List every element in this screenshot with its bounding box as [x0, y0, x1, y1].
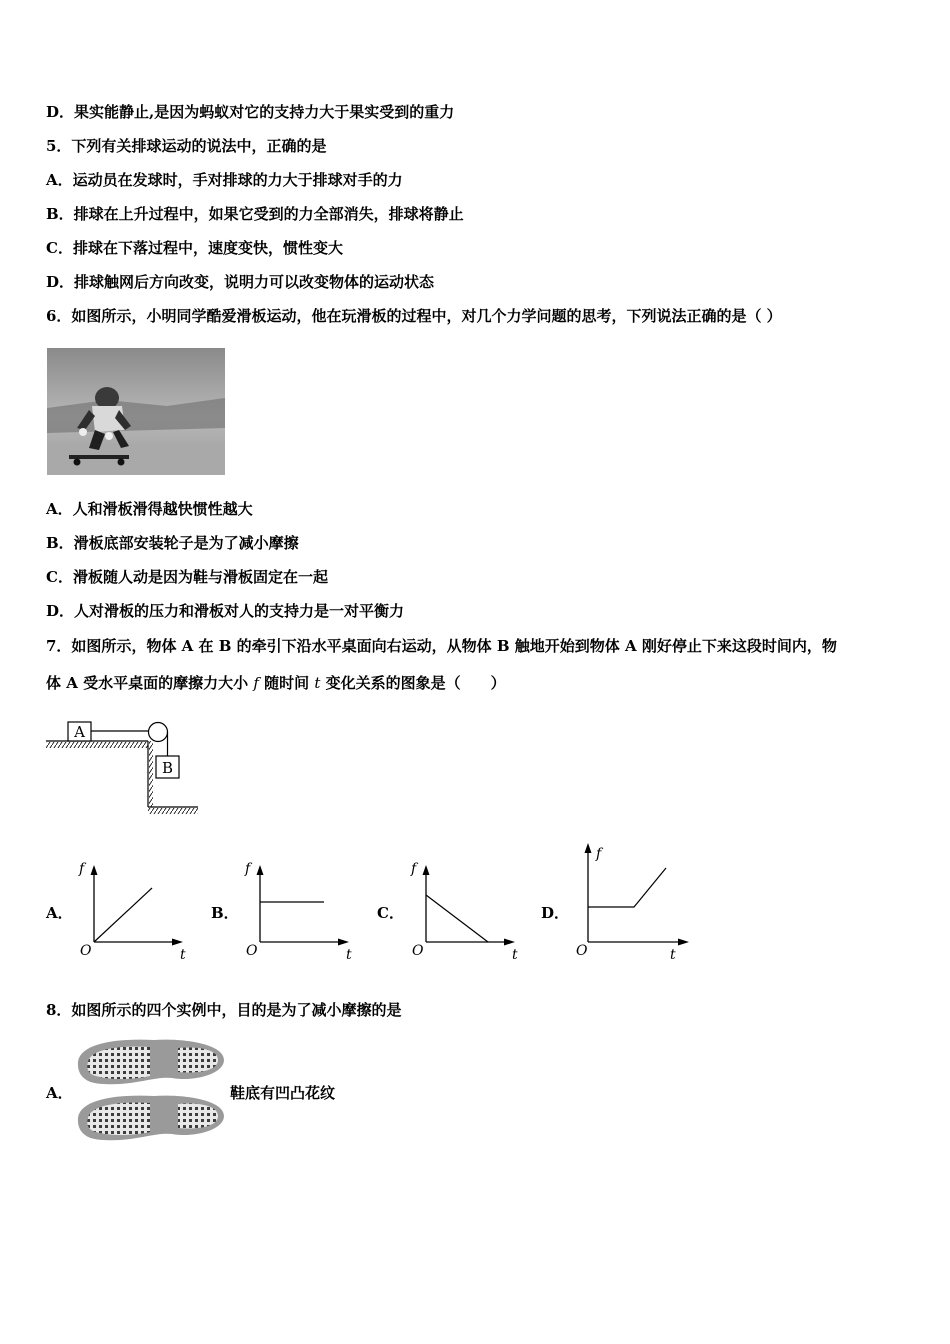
q5-option-d: D．排球触网后方向改变，说明力可以改变物体的运动状态 [46, 273, 435, 291]
q5-option-a: A．运动员在发球时，手对排球的力大于排球对手的力 [46, 171, 403, 189]
skateboarder-photo [47, 348, 225, 475]
graph-b-axis-t: t [346, 947, 352, 963]
graph-c-line [426, 895, 488, 942]
q5-option-b: B．排球在上升过程中，如果它受到的力全部消失，排球将静止 [46, 205, 464, 223]
graph-d-label: D． [541, 904, 570, 922]
graph-a-line [94, 888, 152, 942]
graph-a-axis-f: f [79, 861, 85, 877]
graph-d-line [588, 868, 666, 907]
q6-option-a: A．人和滑板滑得越快惯性越大 [46, 500, 253, 518]
q8-stem: 8．如图所示的四个实例中，目的是为了减小摩擦的是 [46, 1001, 402, 1019]
q6-option-c: C．滑板随人动是因为鞋与滑板固定在一起 [46, 568, 328, 586]
graph-d [568, 838, 698, 965]
q5-stem: 5．下列有关排球运动的说法中，正确的是 [46, 137, 327, 155]
block-a-label: A [74, 723, 85, 741]
graph-d-origin: O [576, 943, 588, 959]
q8-option-a-label: A． [46, 1084, 73, 1102]
block-b-label: B [161, 759, 174, 777]
q5-option-c: C．排球在下落过程中，速度变快，惯性变大 [46, 239, 343, 257]
graph-d-axis-f: f [596, 846, 602, 862]
graph-a-origin: O [80, 943, 92, 959]
graph-b-axis-f: f [245, 861, 251, 877]
graph-b-origin: O [246, 943, 258, 959]
graph-a-label: A． [46, 904, 73, 922]
graph-c-axis-f: f [411, 861, 417, 877]
graph-c-origin: O [412, 943, 424, 959]
graph-c-axis-t: t [512, 947, 518, 963]
shoe-sole-photo [74, 1034, 228, 1146]
graph-a [72, 855, 192, 965]
graph-a-axis-t: t [180, 947, 186, 963]
graph-d-axis-t: t [670, 947, 676, 963]
q8-option-a-caption: 鞋底有凹凸花纹 [230, 1084, 336, 1102]
graph-b [238, 855, 358, 965]
q6-stem: 6．如图所示，小明同学酷爱滑板运动，他在玩滑板的过程中，对几个力学问题的思考，下列说法正确的是（ ） [46, 307, 782, 325]
graph-c-label: C． [377, 904, 404, 922]
q4-option-d: D．果实能静止,是因为蚂蚁对它的支持力大于果实受到的重力 [46, 103, 455, 121]
pulley-diagram [44, 715, 204, 815]
q7-stem-line2: 体 A 受水平桌面的摩擦力大小 f 随时间 t 变化关系的图象是（ ） [46, 674, 506, 692]
graph-b-label: B． [211, 904, 239, 922]
q6-option-b: B．滑板底部安装轮子是为了减小摩擦 [46, 534, 299, 552]
q7-stem-line1: 7．如图所示，物体 A 在 B 的牵引下沿水平桌面向右运动，从物体 B 触地开始到物体 A 刚好停止下来这段时间内，物 [46, 637, 837, 655]
q6-option-d: D．人对滑板的压力和滑板对人的支持力是一对平衡力 [46, 602, 405, 620]
pulley-wheel [149, 723, 168, 742]
graph-c [404, 855, 524, 965]
